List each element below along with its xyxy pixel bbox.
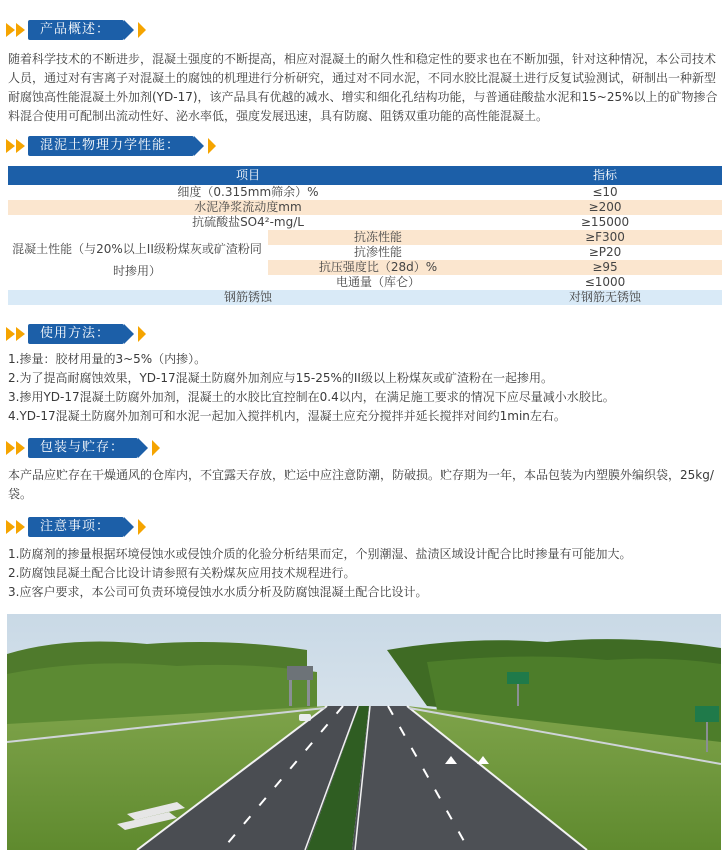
row-value: ≥F300	[488, 230, 722, 245]
group-label-text: 混凝土性能（与20%以上II级粉煤灰或矿渣粉同时掺用）	[12, 242, 262, 278]
list-item: 1.防腐剂的掺量根据环境侵蚀水或侵蚀介质的化验分析结果而定，个别潮湿、盐渍区域设计配合比时掺量有可能加大。	[8, 547, 632, 561]
row-value: ≥200	[488, 200, 722, 215]
double-arrow-icon	[6, 23, 26, 37]
arrow-icon	[138, 519, 146, 535]
row-item: 电通量（库仑）	[268, 275, 488, 290]
section-header-overview	[6, 19, 146, 41]
usage-list	[8, 350, 722, 426]
table-row	[8, 200, 722, 215]
row-item: 细度（0.315mm筛余）%	[8, 185, 488, 200]
list-item: 3.应客户要求，本公司可负责环境侵蚀水水质分析及防腐蚀混凝土配合比设计。	[8, 585, 428, 599]
properties-table	[8, 166, 722, 305]
double-arrow-icon	[6, 327, 26, 341]
row-value: ≤10	[488, 185, 722, 200]
list-item: 4.YD-17混凝土防腐外加剂可和水泥一起加入搅拌机内，湿凝土应充分搅拌并延长搅拌对间约1min左右。	[8, 409, 566, 423]
table-row	[8, 215, 722, 230]
highway-photo	[7, 614, 721, 850]
list-item: 1.掺量：胶材用量的3~5%（内掺）。	[8, 352, 207, 366]
double-arrow-icon	[6, 441, 26, 455]
row-item: 钢筋锈蚀	[8, 290, 488, 305]
table-row	[8, 290, 722, 305]
arrow-icon	[208, 138, 216, 154]
row-item: 水泥净浆流动度mm	[8, 200, 488, 215]
arrow-icon	[138, 22, 146, 38]
row-item: 抗硫酸盐SO4²-mg/L	[8, 215, 488, 230]
section-title: 使用方法：	[28, 324, 124, 344]
group-label	[8, 230, 268, 290]
section-title: 混泥土物理力学性能：	[28, 136, 194, 156]
list-item: 2.防腐蚀昆凝土配合比设计请参照有关粉煤灰应用技术规程进行。	[8, 566, 356, 580]
list-item: 3.掺用YD-17混凝土防腐外加剂，混凝土的水胶比宜控制在0.4以内，在满足施工要求的情况下应尽量减小水胶比。	[8, 390, 615, 404]
row-item: 抗渗性能	[268, 245, 488, 260]
section-title: 注意事项：	[28, 517, 124, 537]
section-header-usage	[6, 323, 146, 345]
row-value: ≥95	[488, 260, 722, 275]
section-title: 包装与贮存：	[28, 438, 138, 458]
row-value: ≥15000	[488, 215, 722, 230]
row-item: 抗压强度比（28d）%	[268, 260, 488, 275]
section-header-properties	[6, 135, 216, 157]
arrow-icon	[152, 440, 160, 456]
table-header-row	[8, 166, 722, 185]
double-arrow-icon	[6, 520, 26, 534]
row-value: ≤1000	[488, 275, 722, 290]
table-row	[8, 230, 722, 245]
section-header-notes	[6, 516, 146, 538]
section-header-storage	[6, 437, 160, 459]
row-item: 抗冻性能	[268, 230, 488, 245]
highway-illustration	[7, 614, 721, 850]
header-value: 指标	[488, 166, 722, 185]
arrow-icon	[138, 326, 146, 342]
header-item: 项目	[8, 166, 488, 185]
row-value: ≥P20	[488, 245, 722, 260]
section-title: 产品概述：	[28, 20, 124, 40]
row-value: 对钢筋无锈蚀	[488, 290, 722, 305]
notes-list	[8, 545, 722, 602]
table-row	[8, 185, 722, 200]
list-item: 2.为了提高耐腐蚀效果，YD-17混凝土防腐外加剂应与15-25%的II级以上粉煤灰或矿渣粉在一起掺用。	[8, 371, 553, 385]
overview-paragraph: 随着科学技术的不断进步，混凝土强度的不断提高，相应对混凝土的耐久性和稳定性的要求也在不断加强，针对这种情况，本公司技术人员，通过对有害离子对混凝土的腐蚀的机理进行分析研究，通过对不同水泥，不同水胶比混凝土进行反复试验测试，研制出一种新型耐腐蚀高性能混凝土外加剂(YD-17)，该产品具有优越的减水、增实和细化孔结构功能，与普通硅酸盐水泥和15~25%以上的矿物掺合料混合使用可配制出流动性好、泌水率低，强度发展迅速，具有防腐、阻锈双重功能的高性能混凝土。	[8, 52, 718, 123]
storage-paragraph: 本产品应贮存在干燥通风的仓库内，不宜露天存放，贮运中应注意防潮，防破损。贮存期为一年，本品包装为内塑膜外编织袋，25kg/袋。	[8, 468, 714, 501]
double-arrow-icon	[6, 139, 26, 153]
